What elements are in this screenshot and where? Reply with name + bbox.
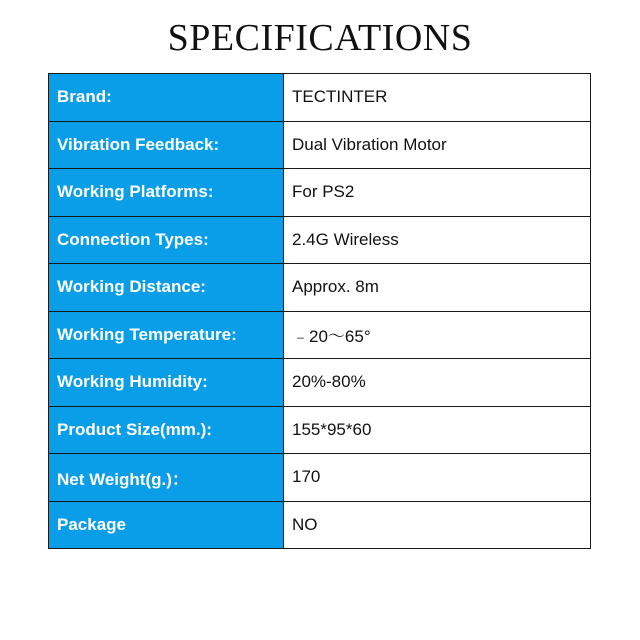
spec-value: 155*95*60 <box>284 406 591 454</box>
spec-label: Brand: <box>49 74 284 122</box>
spec-value: Dual Vibration Motor <box>284 121 591 169</box>
spec-value: ﹣20～65° <box>284 311 591 359</box>
page-title: SPECIFICATIONS <box>167 17 473 59</box>
spec-row-net-weight <box>49 454 591 502</box>
spec-label: Vibration Feedback: <box>49 121 284 169</box>
spec-row-package <box>49 501 591 549</box>
spec-row-product-size <box>49 406 591 454</box>
spec-value: 20%-80% <box>284 359 591 407</box>
specifications-table <box>48 73 591 549</box>
spec-row-connection-types <box>49 216 591 264</box>
spec-value: 2.4G Wireless <box>284 216 591 264</box>
spec-label: Working Distance: <box>49 264 284 312</box>
spec-value: For PS2 <box>284 169 591 217</box>
spec-value: 170 <box>284 454 591 502</box>
spec-label: Working Platforms: <box>49 169 284 217</box>
spec-value: NO <box>284 501 591 549</box>
spec-row-working-humidity <box>49 359 591 407</box>
spec-label: Net Weight(g.)： <box>49 454 284 502</box>
spec-label: Working Humidity: <box>49 359 284 407</box>
spec-value: TECTINTER <box>284 74 591 122</box>
spec-row-vibration-feedback <box>49 121 591 169</box>
spec-row-brand <box>49 74 591 122</box>
spec-label: Connection Types: <box>49 216 284 264</box>
spec-row-working-platforms <box>49 169 591 217</box>
spec-label: Package <box>49 501 284 549</box>
spec-value: Approx. 8m <box>284 264 591 312</box>
spec-row-working-distance <box>49 264 591 312</box>
spec-label: Product Size(mm.): <box>49 406 284 454</box>
spec-row-working-temperature <box>49 311 591 359</box>
spec-label: Working Temperature: <box>49 311 284 359</box>
